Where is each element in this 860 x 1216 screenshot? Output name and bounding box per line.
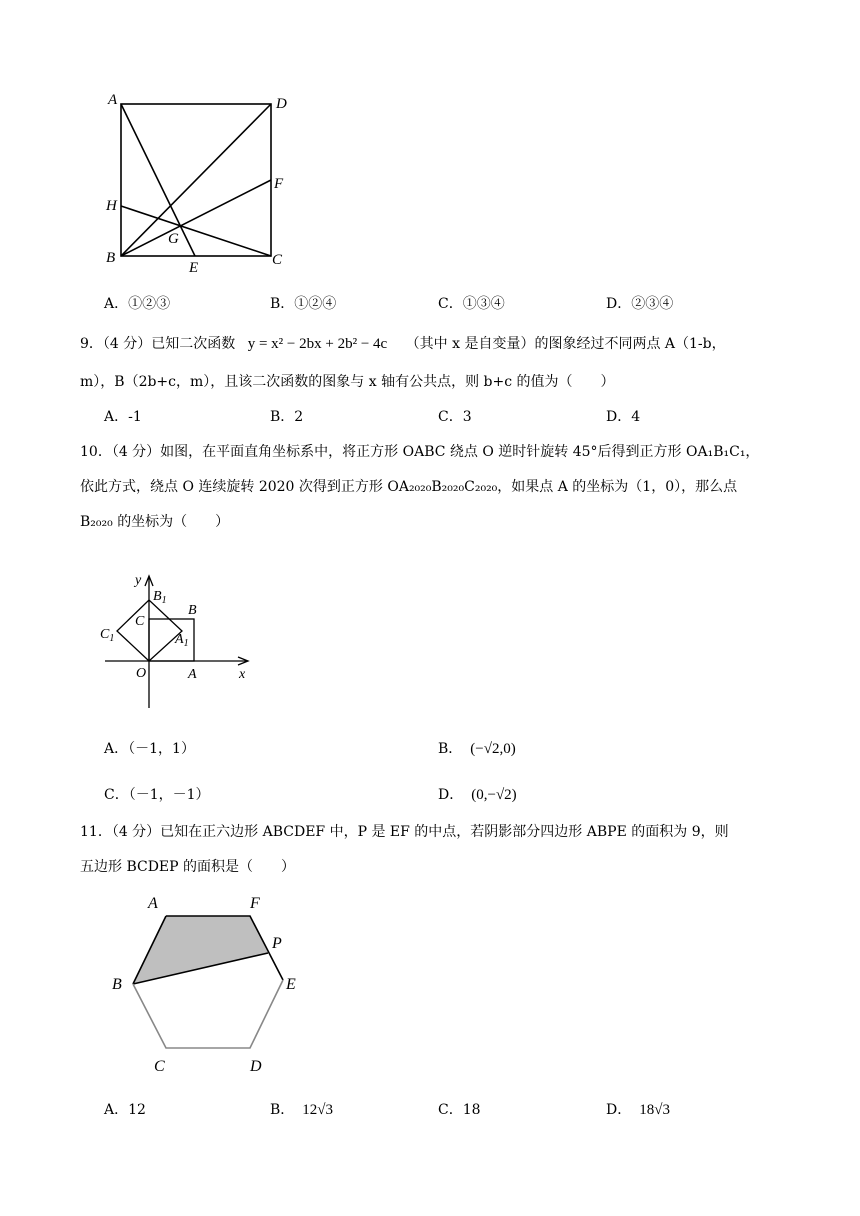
q11-option-c-text: 18 (462, 1102, 481, 1118)
q9-option-b-text: 2 (294, 409, 304, 425)
q8-label-h: H (106, 198, 117, 214)
q10-option-d-text: (0,−√2) (471, 787, 517, 803)
q11-option-b-letter: B． (270, 1102, 295, 1118)
q9-option-d-letter: D． (606, 409, 632, 425)
q9-option-c-text: 3 (462, 409, 472, 425)
q8-label-g: G (168, 231, 179, 247)
q11-label-f: F (250, 895, 260, 912)
q11-option-d-letter: D． (606, 1102, 632, 1118)
q9-option-a-letter: A． (104, 409, 129, 425)
q8-option-c-letter: C． (438, 296, 463, 312)
q9-prefix: 9．（4 分）已知二次函数 (80, 336, 236, 352)
q8-label-a: A (108, 92, 118, 108)
q11-hexagon-figure (100, 888, 320, 1078)
q10-option-c (104, 784, 210, 804)
q8-option-c-text: ①③④ (462, 296, 505, 312)
q11-option-b (270, 1099, 333, 1119)
q8-option-d-letter: D． (606, 296, 632, 312)
q11-option-c-letter: C． (438, 1102, 463, 1118)
q8-option-d-text: ②③④ (631, 296, 674, 312)
q10-label-c1-sub: 1 (109, 633, 115, 644)
q8-option-b-text: ①②④ (294, 296, 337, 312)
q8-option-a (104, 293, 170, 313)
q9-option-d (606, 406, 640, 426)
q11-option-d-text: 18√3 (639, 1102, 670, 1118)
q9-stem-line2: m），B（2b+c，m），且该二次函数的图象与 x 轴有公共点，则 b+c 的值为（ ） (80, 374, 615, 390)
q10-option-a (104, 738, 195, 758)
q8-option-d (606, 293, 673, 313)
q10-label-a1 (174, 632, 189, 649)
q10-label-o: O (136, 666, 147, 681)
q11-label-d: D (250, 1058, 262, 1075)
q9-formula: y = x² − 2bx + 2b² − 4c (247, 336, 388, 352)
q10-label-a1-letter: A (175, 632, 184, 647)
q8-label-e: E (189, 260, 199, 276)
q8-label-b: B (106, 250, 116, 266)
q11-label-e: E (286, 976, 296, 993)
q10-option-c-text: （－1，－1） (128, 787, 210, 803)
q9-stem-line1 (80, 333, 726, 353)
q10-label-c: C (135, 614, 145, 629)
q10-option-b-text: (−√2,0) (470, 741, 516, 757)
q8-option-a-text: ①②③ (128, 296, 171, 312)
q11-stem-line1: 11．（4 分）已知在正六边形 ABCDEF 中，P 是 EF 的中点，若阴影部分四边形 ABPE 的面积为 9，则 (80, 824, 729, 840)
q8-option-a-letter: A． (104, 296, 129, 312)
q11-option-a (104, 1099, 146, 1119)
q10-option-d-letter: D． (438, 787, 464, 803)
q10-option-c-letter: C． (104, 787, 129, 803)
q8-option-b-letter: B． (270, 296, 295, 312)
q11-label-p: P (272, 935, 282, 952)
q8-square-figure (100, 88, 300, 278)
q9-suffix: （其中 x 是自变量）的图象经过不同两点 A（1-b， (405, 336, 726, 352)
q11-label-a: A (148, 895, 158, 912)
q10-rotation-figure (95, 568, 265, 713)
q8-label-d: D (276, 96, 287, 112)
q11-option-d (606, 1099, 670, 1119)
q10-label-a: A (188, 667, 197, 682)
q8-option-b (270, 293, 336, 313)
q11-stem-line2: 五边形 BCDEP 的面积是（ ） (80, 859, 296, 875)
q9-option-c-letter: C． (438, 409, 463, 425)
q10-stem-line3: B₂₀₂₀ 的坐标为（ ） (80, 514, 230, 530)
q10-label-c1-letter: C (100, 627, 110, 642)
q10-label-b1-letter: B (153, 589, 162, 604)
q10-option-b (438, 738, 516, 758)
q8-label-f: F (274, 176, 284, 192)
q10-option-a-text: （－1，1） (128, 741, 195, 757)
q10-option-b-letter: B． (438, 741, 463, 757)
q10-option-a-letter: A． (104, 741, 129, 757)
q11-option-c (438, 1099, 481, 1119)
q9-option-a-text: -1 (128, 409, 142, 425)
q10-label-a1-sub: 1 (183, 638, 189, 649)
q10-label-y: y (135, 573, 142, 588)
q10-label-x: x (239, 667, 246, 682)
q9-option-d-text: 4 (631, 409, 641, 425)
q10-label-b1 (153, 589, 167, 606)
q10-option-d (438, 784, 517, 804)
q11-option-b-text: 12√3 (302, 1102, 334, 1118)
q11-option-a-text: 12 (128, 1102, 146, 1118)
q11-label-b: B (112, 976, 122, 993)
q9-option-c (438, 406, 472, 426)
q9-option-b (270, 406, 303, 426)
q8-label-c: C (272, 252, 283, 268)
q10-label-c1 (100, 627, 114, 644)
q11-shaded-quadrilateral (133, 916, 268, 984)
q9-option-a (104, 406, 142, 426)
q10-label-b: B (188, 603, 197, 618)
q10-label-b1-sub: 1 (161, 595, 167, 606)
q10-stem-line1: 10．（4 分）如图，在平面直角坐标系中，将正方形 OABC 绕点 O 逆时针旋转 45°后得到正方形 OA₁B₁C₁， (80, 444, 760, 460)
q11-label-c: C (154, 1058, 165, 1075)
q10-stem-line2: 依此方式，绕点 O 连续旋转 2020 次得到正方形 OA₂₀₂₀B₂₀₂₀C₂₀₂₀，如果点 A 的坐标为（1，0），那么点 (80, 479, 738, 495)
q11-option-a-letter: A． (104, 1102, 129, 1118)
q9-option-b-letter: B． (270, 409, 295, 425)
q8-option-c (438, 293, 505, 313)
